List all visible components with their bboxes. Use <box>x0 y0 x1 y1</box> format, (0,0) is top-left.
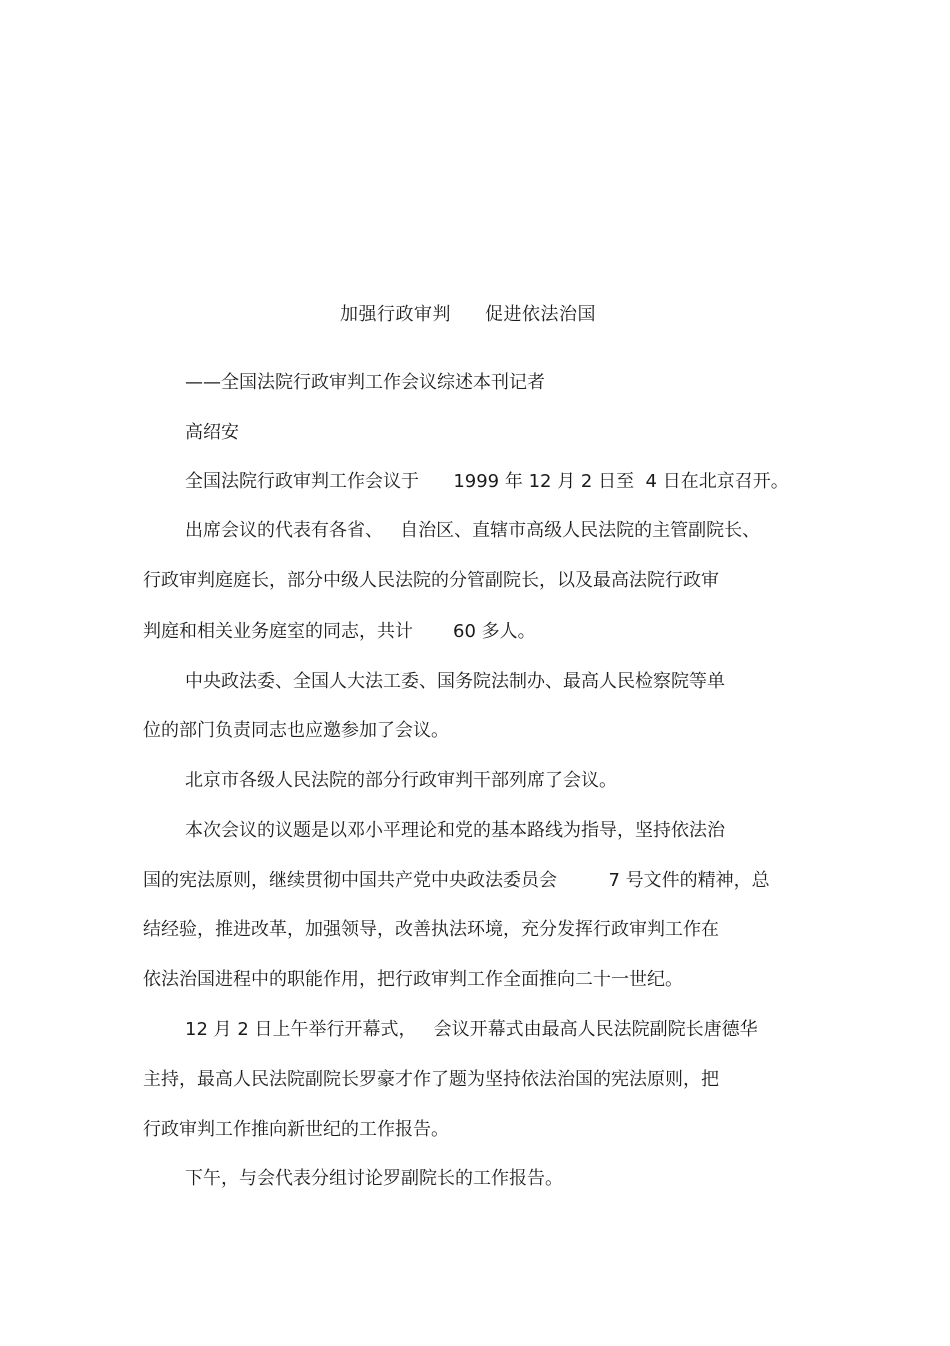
title-part-1: 加强行政审判 <box>340 304 451 325</box>
title-part-2: 促进依法治国 <box>485 304 596 325</box>
paragraph-line: 中央政法委、全国人大法工委、国务院法制办、最高人民检察院等单 <box>185 671 725 692</box>
paragraph-line: 本次会议的议题是以邓小平理论和党的基本路线为指导，坚持依法治 <box>185 820 725 841</box>
paragraph-line: 行政审判庭庭长，部分中级人民法院的分管副院长，以及最高法院行政审 <box>143 570 719 591</box>
paragraph-line: 结经验，推进改革，加强领导，改善执法环境，充分发挥行政审判工作在 <box>143 919 719 940</box>
paragraph-line: 12 月 2 日上午举行开幕式， 会议开幕式由最高人民法院副院长唐德华 <box>185 1019 758 1040</box>
paragraph-line: 行政审判工作推向新世纪的工作报告。 <box>143 1119 449 1140</box>
document-author: 高绍安 <box>185 422 239 443</box>
paragraph-line: 下午，与会代表分组讨论罗副院长的工作报告。 <box>185 1168 563 1189</box>
document-subtitle: ——全国法院行政审判工作会议综述本刊记者 <box>185 372 545 393</box>
document-title <box>340 302 596 328</box>
paragraph-line: 出席会议的代表有各省、 自治区、直辖市高级人民法院的主管副院长、 <box>185 520 761 541</box>
paragraph-line: 国的宪法原则，继续贯彻中国共产党中央政法委员会 7 号文件的精神，总 <box>143 870 770 891</box>
paragraph-line: 位的部门负责同志也应邀参加了会议。 <box>143 720 449 741</box>
paragraph-line: 全国法院行政审判工作会议于 1999 年 12 月 2 日至 4 日在北京召开。 <box>185 471 789 492</box>
paragraph-line: 北京市各级人民法院的部分行政审判干部列席了会议。 <box>185 770 617 791</box>
paragraph-line: 依法治国进程中的职能作用，把行政审判工作全面推向二十一世纪。 <box>143 969 683 990</box>
paragraph-line: 主持，最高人民法院副院长罗豪才作了题为坚持依法治国的宪法原则，把 <box>143 1069 719 1090</box>
paragraph-line: 判庭和相关业务庭室的同志，共计 60 多人。 <box>143 621 536 642</box>
